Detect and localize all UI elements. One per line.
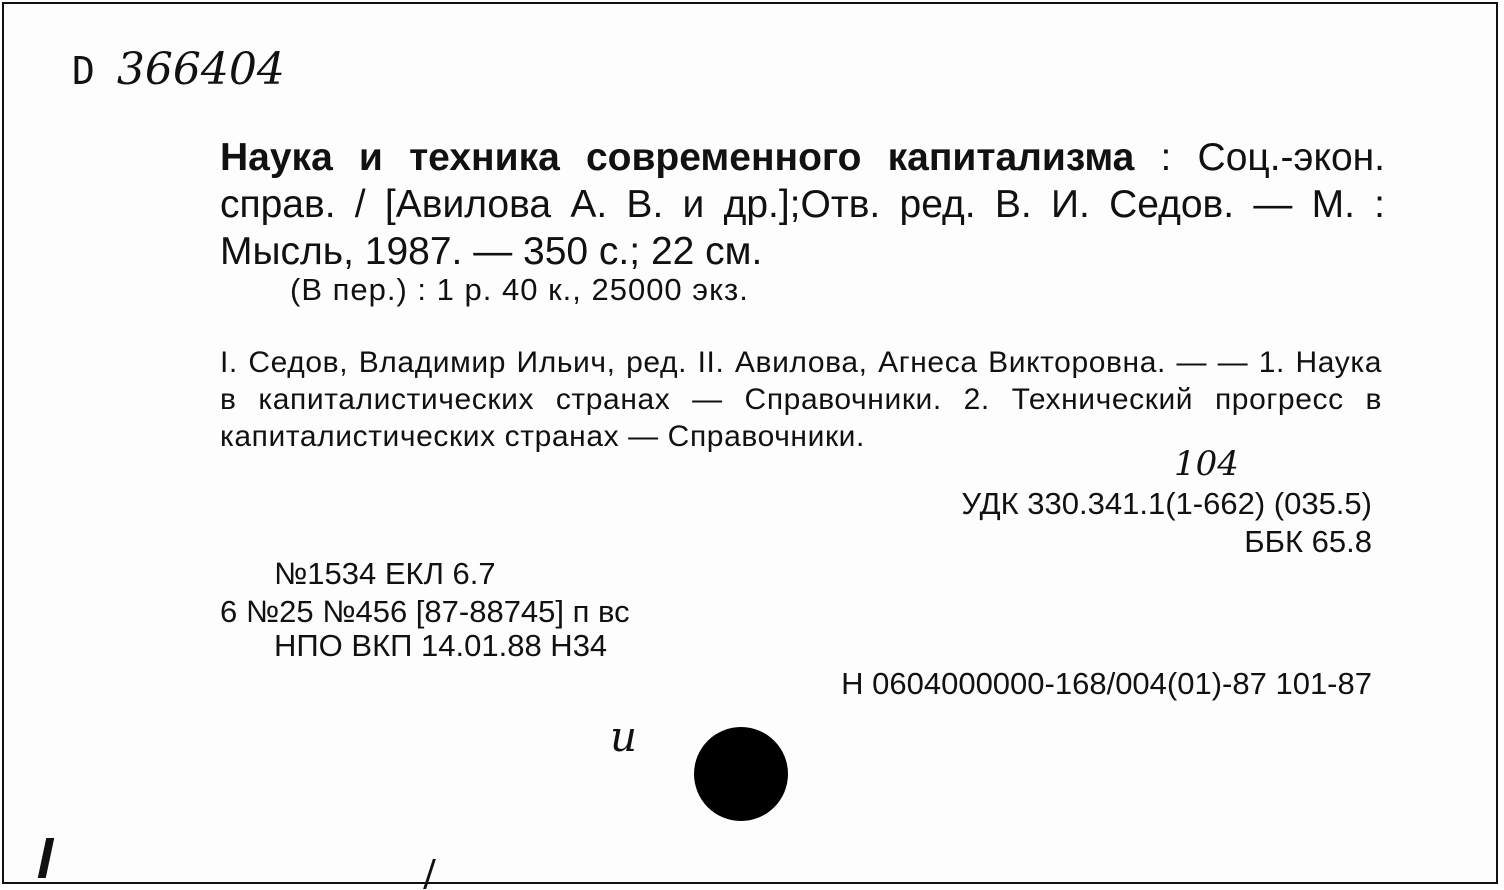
- subject-notes: I. Седов, Владимир Ильич, ред. II. Авилова, Агнеса Викторовна. — — 1. Наука в капиталистических странах — Справочники. 2. Технический прогресс в капиталистических странах — Справочники.: [220, 346, 1382, 453]
- bibliographic-description: [220, 134, 1385, 275]
- udk-code: УДК 330.341.1(1-662) (035.5): [961, 486, 1372, 521]
- call-number-value: 366404: [116, 44, 285, 95]
- index-code: Н 0604000000-168/004(01)-87 101-87: [841, 666, 1372, 701]
- call-number-prefix: D: [72, 49, 95, 93]
- catalog-line-2: 6 №25 №456 [87-88745] п вс: [220, 594, 630, 629]
- call-number: [72, 44, 285, 95]
- ink-mark: [38, 838, 55, 878]
- handwritten-number: 104: [1174, 444, 1239, 484]
- catalog-card: [2, 2, 1498, 884]
- handwritten-mark: u: [610, 712, 638, 761]
- catalog-line-3: НПО ВКП 14.01.88 Н34: [274, 628, 608, 663]
- bbk-code: ББК 65.8: [1244, 524, 1372, 559]
- book-title: Наука и техника современного капитализма: [220, 136, 1135, 179]
- book-details: : Соц.-экон. справ. / [Авилова А. В. и др.];Отв. ред. В. И. Седов. — М. : Мысль, 1987. — 350 с.; 22 см.: [220, 136, 1386, 273]
- price-line: (В пер.) : 1 р. 40 к., 25000 экз.: [290, 272, 749, 307]
- ink-stroke: [423, 859, 436, 889]
- punch-hole: [694, 727, 788, 821]
- catalog-line-1: №1534 ЕКЛ 6.7: [274, 556, 496, 591]
